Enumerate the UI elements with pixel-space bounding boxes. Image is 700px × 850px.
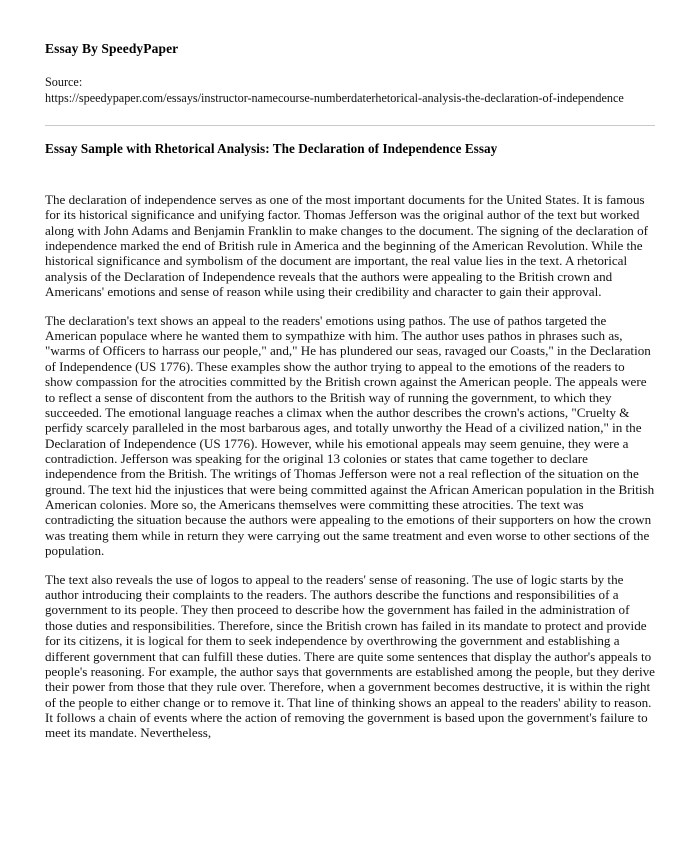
essay-body (45, 192, 655, 741)
paragraph: The declaration of independence serves as one of the most important documents for the United States. It is famous for its historical significance and unifying factor. Thomas Jefferson was the original author of the text but worked along with John Adams and Benjamin Franklin to make changes to the document. The signing of the declaration of independence marked the end of British rule in America and the beginning of the American Revolution. While the historical significance and symbolism of the document are important, the real value lies in the text. A rhetorical analysis of the Declaration of Independence reveals that the authors were appealing to the British crown and Americans' emotions and sense of reason while using their credibility and character to gain their approval. (45, 191, 649, 299)
source-label: Source: (45, 75, 83, 90)
brand-heading: Essay By SpeedyPaper (45, 41, 179, 56)
source-url: https://speedypaper.com/essays/instructor-namecourse-numberdaterhetorical-analysis-the-declaration-of-independence (45, 91, 624, 106)
page-title: Essay Sample with Rhetorical Analysis: The Declaration of Independence Essay (45, 141, 498, 157)
paragraph: The declaration's text shows an appeal to the readers' emotions using pathos. The use of pathos targeted the American populace where he wanted them to sympathize with him. The author uses pathos in phrases such as, "warms of Officers to harrass our people," and," He has plundered our seas, ravaged our Coasts," in the Declaration of Independence (US 1776). These examples show the author trying to appeal to the emotions of the readers to show compassion for the atrocities committed by the British crown against the American people. The appeals were to reflect a sense of discontent from the authors to the British way of running the government, to which they succeeded. The emotional language reaches a climax when the author describes the crown's actions, "Cruelty & perfidy scarcely paralleled in the most barbarous ages, and totally unworthy the Head of a civilized nation," in the Declaration of Independence (US 1776). However, while his emotional appeals may seem genuine, they were a contradiction. Jefferson was speaking for the original 13 colonies or states that came together to declare independence from the British. The writings of Thomas Jefferson were not a real reflection of the situation on the ground. The text hid the injustices that were being committed against the African American population in the British American colonies. More so, the Americans themselves were committing these atrocities. The text was contradicting the situation because the authors were appealing to the emotions of their supporters on how the crown was treating them while in return they were carrying out the same treatment and even worse to other sections of the population. (45, 312, 655, 558)
paragraph: The text also reveals the use of logos to appeal to the readers' sense of reasoning. The use of logic starts by the author introducing their complaints to the readers. The authors describe the functions and responsibilities of a government to its people. They then proceed to describe how the government has failed in the administration of those duties and responsibilities. Therefore, since the British crown has failed in its mandate to protect and provide for its citizens, it is logical for them to seek independence by overthrowing the government and establishing a different government that can fulfill these duties. There are quite some sentences that display the author's appeals to people's reasoning. For example, the author says that governments are established among the people, but they derive their power from those that they rule over. Therefore, when a government becomes destructive, it is within the right of the people to either change or to remove it. That line of thinking shows an appeal to the readers' ability to reason. It follows a chain of events where the action of removing the government is based upon the government's failure to meet its mandate. Nevertheless, (45, 571, 655, 741)
source-block (45, 74, 655, 106)
header-divider (45, 125, 655, 126)
